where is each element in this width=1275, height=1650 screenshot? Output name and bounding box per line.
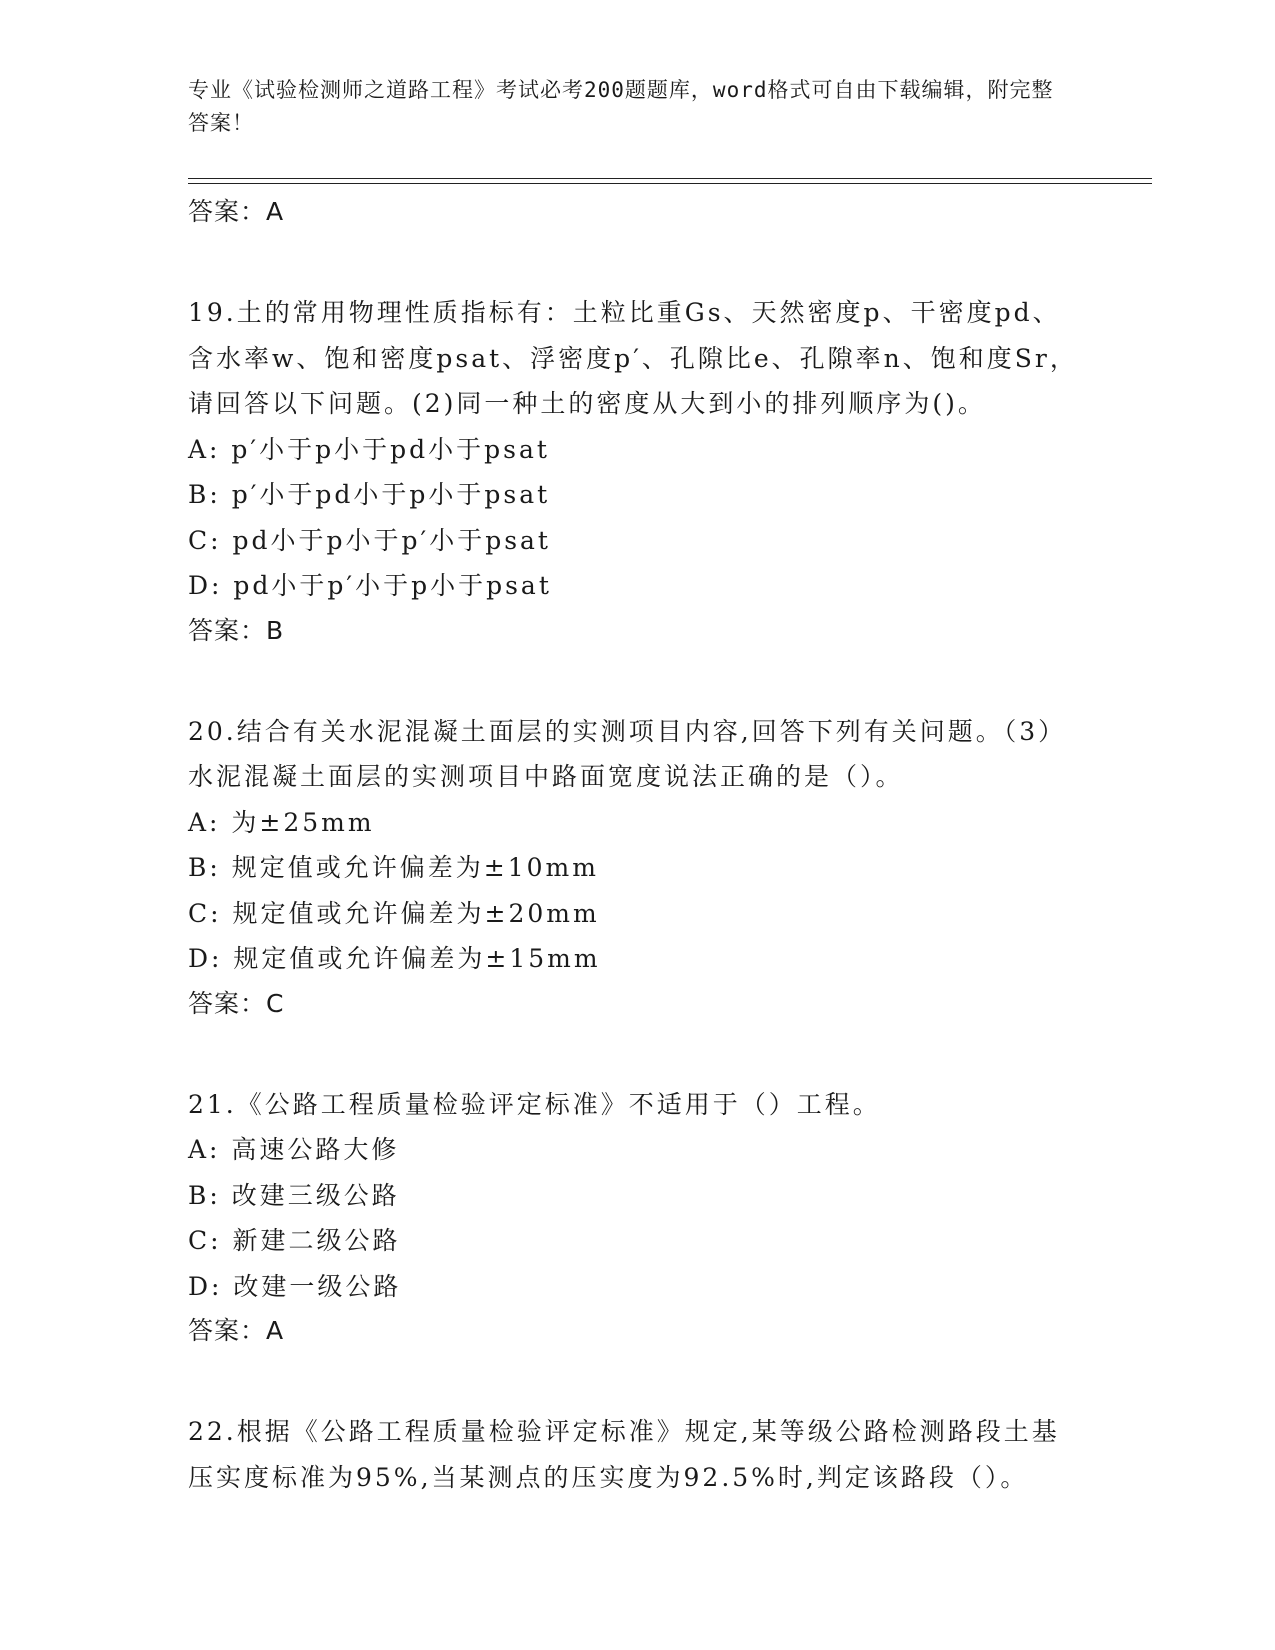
option-c: C: pd小于p小于p′小于psat: [188, 525, 551, 555]
option-a: A: 为±25mm: [188, 807, 375, 837]
question-19: [188, 290, 1078, 653]
answer-line: 答案：A: [188, 1316, 285, 1345]
question-20: [188, 709, 1078, 1026]
option-a: A: p′小于p小于pd小于psat: [188, 434, 550, 464]
option-c: C: 新建二级公路: [188, 1226, 401, 1255]
document-header: 专业《试验检测师之道路工程》考试必考200题题库，word格式可自由下载编辑，附完整答案！: [188, 78, 1054, 135]
option-a: A: 高速公路大修: [188, 1135, 400, 1164]
answer-line: 答案：B: [188, 615, 285, 645]
question-list: [188, 190, 1078, 1500]
answer-line: 答案：C: [188, 988, 285, 1018]
question-21: [188, 1082, 1078, 1354]
option-d: D: pd小于p′小于p小于psat: [188, 571, 552, 600]
previous-answer: 答案：A: [188, 197, 285, 226]
question-stem: 22.根据《公路工程质量检验评定标准》规定,某等级公路检测路段土基压实度标准为95%,当某测点的压实度为92.5%时,判定该路段（）。: [188, 1417, 1060, 1492]
question-stem: 21.《公路工程质量检验评定标准》不适用于（）工程。: [188, 1089, 881, 1119]
option-d: D: 改建一级公路: [188, 1271, 402, 1301]
option-d: D: 规定值或允许偏差为±15mm: [188, 944, 601, 973]
question-stem: 19.土的常用物理性质指标有：土粒比重Gs、天然密度p、干密度pd、含水率w、饱和密度psat、浮密度p′、孔隙比e、孔隙率n、饱和度Sr，请回答以下问题。(2)同一种土的密度从大到小的排列顺序为()。: [188, 298, 1078, 418]
option-c: C: 规定值或允许偏差为±20mm: [188, 898, 600, 928]
question-stem: 20.结合有关水泥混凝土面层的实测项目内容,回答下列有关问题。（3）水泥混凝土面层的实测项目中路面宽度说法正确的是（）。: [188, 716, 1067, 791]
header-divider: [188, 178, 1152, 184]
option-b: B: p′小于pd小于p小于psat: [188, 480, 551, 509]
option-b: B: 改建三级公路: [188, 1180, 400, 1210]
question-22: [188, 1409, 1078, 1500]
option-b: B: 规定值或允许偏差为±10mm: [188, 853, 599, 882]
